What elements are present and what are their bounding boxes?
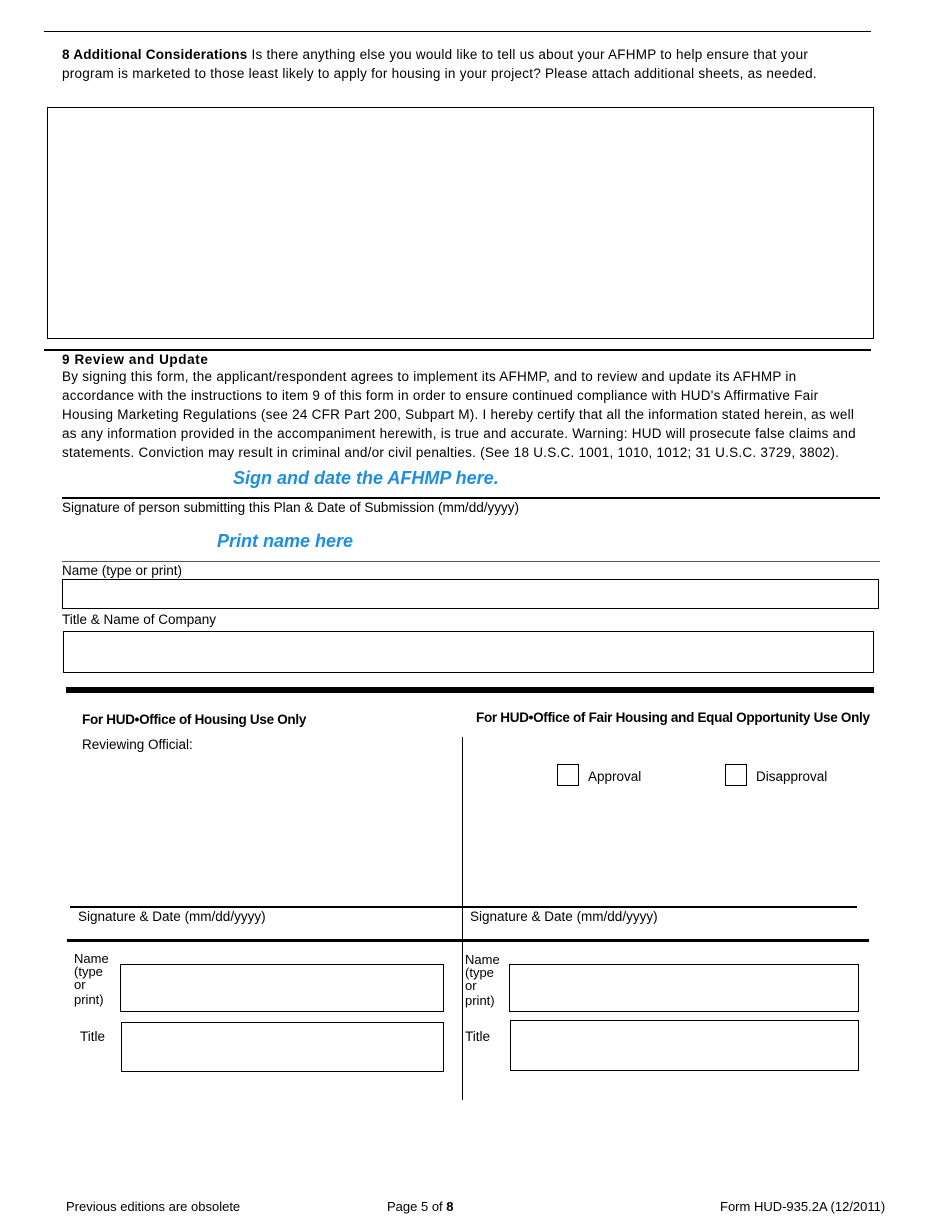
housing-name-label: Name (type or print) xyxy=(74,951,109,1007)
thick-divider xyxy=(66,687,874,693)
section-8-heading: 8 Additional Considerations xyxy=(62,47,248,62)
housing-title-field[interactable] xyxy=(121,1022,444,1072)
sign-here-hint: Sign and date the AFHMP here. xyxy=(233,468,499,488)
company-field[interactable] xyxy=(63,631,874,673)
column-divider xyxy=(462,737,463,1100)
footer-obsolete-note: Previous editions are obsolete xyxy=(66,1199,241,1214)
fheo-title-field[interactable] xyxy=(510,1020,859,1071)
section-9-text: By signing this form, the applicant/respondent agrees to implement its AFHMP, and to review and update its AFHMP in accordance with the instructions to item 9 of this form in order to ensure continued compliance with HUD's Affirmative Fair Housing Marketing Regulations (see 24 CFR Part 200, Subpart M). I hereby certify that all the information stated herein, as well as any information provided in the accompaniment herewith, is true and accurate. Warning: HUD will prosecute false claims and statements. Conviction may result in criminal and/or civil penalties. (See 18 U.S.C. 1001, 1010, 1012; 31 U.S.C. 3729, 3802). xyxy=(62,369,856,460)
footer-form-id: Form HUD-935.2A (12/2011) xyxy=(720,1199,886,1214)
fheo-title-label: Title xyxy=(465,1029,491,1044)
housing-title-label: Title xyxy=(80,1029,106,1044)
name-label: Name (type or print) xyxy=(62,563,183,578)
fheo-signature-label: Signature & Date (mm/dd/yyyy) xyxy=(470,909,658,924)
hud-housing-heading: For HUD•Office of Housing Use Only xyxy=(82,712,307,727)
hud-fheo-heading: For HUD•Office of Fair Housing and Equal Opportunity Use Only xyxy=(476,710,870,725)
top-rule xyxy=(44,31,871,32)
reviewing-official-label: Reviewing Official: xyxy=(82,737,193,752)
print-name-hint: Print name here xyxy=(217,531,354,551)
additional-considerations-field[interactable] xyxy=(47,107,874,339)
signature-line[interactable] xyxy=(62,497,880,499)
disapproval-checkbox[interactable] xyxy=(725,764,747,786)
section-9-heading: 9 Review and Update xyxy=(62,352,209,367)
approval-checkbox[interactable] xyxy=(557,764,579,786)
fheo-name-label: Name (type or print) xyxy=(465,952,500,1008)
review-rule xyxy=(67,939,869,942)
housing-signature-label: Signature & Date (mm/dd/yyyy) xyxy=(78,909,266,924)
footer-page-number: Page 5 of 8 xyxy=(387,1199,454,1214)
name-line xyxy=(62,561,880,562)
fheo-name-field[interactable] xyxy=(509,964,859,1012)
housing-signature-line[interactable] xyxy=(70,906,462,908)
housing-name-field[interactable] xyxy=(120,964,444,1012)
approval-label: Approval xyxy=(588,769,642,784)
fheo-signature-line[interactable] xyxy=(463,906,857,908)
name-field[interactable] xyxy=(62,579,879,609)
company-label: Title & Name of Company xyxy=(62,612,217,627)
section-8-text: 8 Additional Considerations Is there anything else you would like to tell us about your AFHMP to help ensure that your program is marketed to those least likely to apply for housing in your project? Please attach additional sheets, as needed. xyxy=(62,47,817,81)
disapproval-label: Disapproval xyxy=(756,769,828,784)
signature-label: Signature of person submitting this Plan & Date of Submission (mm/dd/yyyy) xyxy=(62,500,519,515)
